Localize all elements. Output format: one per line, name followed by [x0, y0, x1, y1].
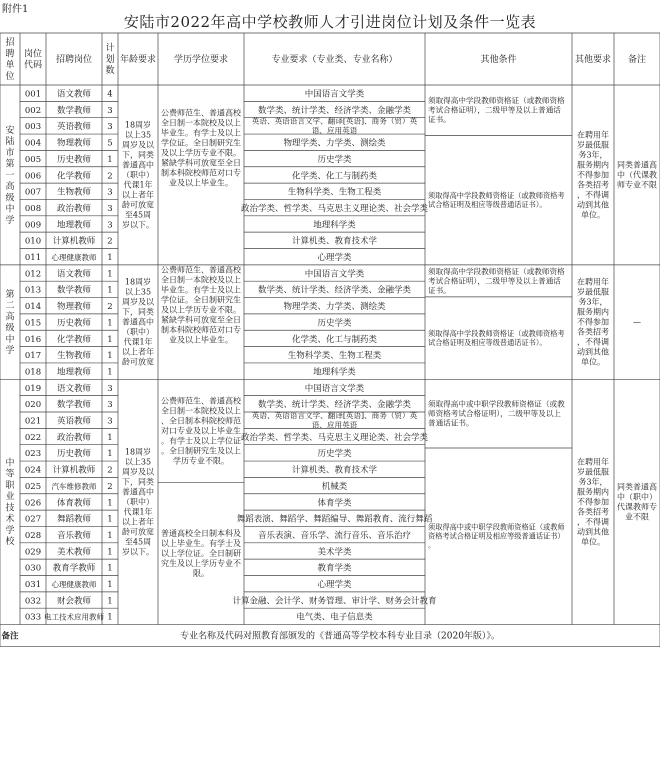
post-code: 013	[24, 285, 42, 296]
major-requirement: 历史学类	[317, 154, 352, 165]
post-code: 026	[24, 498, 42, 509]
major-requirement: 中国语言文学类	[304, 269, 365, 280]
post-count: 5	[107, 138, 113, 149]
major-requirement: 数学类、统计学类、经济学类、金融学类	[257, 105, 412, 116]
post-code: 018	[24, 367, 42, 378]
unit-name: 安陆市第一高级中学	[5, 125, 15, 226]
post-count: 3	[107, 203, 113, 214]
post-count: 3	[107, 383, 113, 394]
note: 同类普通高中（代课教师专业不限	[617, 160, 657, 190]
age-requirement: 18周岁以上35 周岁及以下，同类普通高中（职中）代课1年以上者年龄可放宽至45周岁以下。	[122, 447, 154, 557]
post-count: 1	[107, 449, 113, 460]
other-requirement: 在聘用年岁最低服务3年，服务期内不得参加各类招考，不得调动到其他单位。	[577, 457, 609, 547]
post-count: 1	[107, 563, 113, 574]
post-count: 3	[107, 400, 113, 411]
note: —	[633, 317, 641, 327]
header-major: 专业要求（专业类、专业名称）	[271, 54, 398, 65]
post-name: 数学教师	[56, 400, 92, 411]
post-code: 003	[24, 122, 42, 133]
post-count: 1	[107, 269, 113, 280]
post-count: 1	[107, 547, 113, 558]
education-requirement: 公费师范生、普通高校全日制一本院校及以上、全日制本科院校师范对口专业及以上毕业生。有学士及以上学位证。全日制研究生及以上学历专业不限。	[161, 396, 241, 466]
post-code: 001	[24, 89, 42, 100]
major-requirement: 计算金融、会计学、财务管理、审计学、财务会计教育	[232, 596, 437, 607]
post-code: 030	[24, 563, 42, 574]
major-requirement: 生物科学类、生物工程类	[287, 351, 382, 362]
post-name: 电工技术应用教师	[44, 612, 104, 622]
post-name: 化学教师	[56, 334, 92, 345]
other-requirement: 在聘用年岁最低服务3年，服务期内不得参加各类招考，不得调动到其他单位。	[577, 130, 609, 220]
post-code: 017	[24, 351, 42, 362]
page-title: 安陆市2022年高中学校教师人才引进岗位计划及条件一览表	[123, 13, 537, 31]
post-count: 3	[107, 122, 113, 133]
post-count: 1	[107, 596, 113, 607]
header-req: 其他要求	[574, 54, 612, 65]
major-requirement: 中国语言文学类	[304, 89, 365, 100]
post-code: 011	[24, 253, 42, 263]
post-name: 心理健康教师	[51, 253, 97, 262]
post-name: 美术教师	[56, 547, 92, 558]
header-count: 计划数	[105, 43, 115, 77]
post-count: 1	[107, 351, 113, 362]
post-count: 2	[107, 236, 113, 247]
unit-name: 中等职业技术学校	[5, 458, 15, 548]
major-requirement: 电气类、电子信息类	[296, 612, 373, 623]
post-code: 002	[24, 105, 42, 116]
other-condition: 须取得高中学段教师资格证（或教师资格考试合格证明），二级甲等及以上普通话证书。	[428, 96, 565, 125]
major-requirement: 英语、英语语言文学、翻译[英语]、商务（贸）英语、应用英语	[251, 410, 418, 430]
other-condition: 须取得高中学段教师资格证（或教师资格考试合格证明），二级甲等及以上普通话证书。	[428, 266, 565, 295]
post-count: 1	[107, 432, 113, 443]
post-code: 006	[24, 171, 42, 182]
post-count: 2	[107, 171, 113, 182]
major-requirement: 数学类、统计学类、经济学类、金融学类	[257, 400, 412, 411]
major-requirement: 政治学类、哲学类、马克思主义理论类、社会学类	[240, 432, 429, 443]
post-name: 英语教师	[56, 416, 92, 427]
post-count: 1	[107, 498, 113, 509]
post-code: 019	[24, 383, 42, 394]
post-count: 1	[107, 285, 113, 296]
post-code: 005	[24, 154, 42, 165]
post-count: 1	[107, 367, 113, 378]
post-name: 语文教师	[56, 383, 92, 394]
post-name: 数学教师	[56, 285, 92, 296]
education-requirement: 公费师范生、普通高校全日制一本院校及以上毕业生。有学士及以上学位证。全日制研究生及以上学历专业不限。紧缺学科可放宽至全日制本科院校师范对口专业及以上毕业生。	[161, 108, 241, 188]
post-code: 015	[24, 318, 42, 329]
post-name: 汽车维修教师	[51, 481, 97, 491]
footer-text: 专业名称及代码对照教育部颁发的《普通高等学校本科专业目录（2020年版）》。	[180, 631, 500, 642]
post-code: 014	[24, 302, 42, 313]
age-requirement: 18周岁以上35 周岁及以下，同类普通高中（职中）代课1年以上者年龄可放宽	[122, 277, 154, 367]
post-count: 3	[107, 187, 113, 198]
post-count: 2	[107, 465, 113, 476]
other-requirement: 在聘用年岁最低服务3年，服务期内不得参加各类招考，不得调动到其他单位。	[577, 277, 609, 367]
post-name: 体育教师	[56, 498, 92, 509]
post-name: 语文教师	[56, 269, 92, 280]
header-age: 年龄要求	[119, 54, 157, 65]
post-name: 计算机教师	[52, 465, 96, 476]
major-requirement: 教育学类	[317, 563, 352, 574]
post-name: 教育学教师	[52, 563, 96, 574]
post-name: 生物教师	[56, 187, 92, 198]
post-name: 生物教师	[56, 351, 92, 362]
post-count: 3	[107, 416, 113, 427]
post-count: 1	[107, 253, 113, 263]
post-count: 4	[107, 89, 113, 100]
post-name: 历史教师	[56, 154, 92, 165]
post-code: 012	[24, 269, 42, 280]
note: 同类普通高中（职中）代课教师专业不限	[617, 482, 657, 522]
major-requirement: 历史学类	[317, 318, 352, 329]
post-name: 政治教师	[56, 203, 92, 214]
major-requirement: 政治学类、哲学类、马克思主义理论类、社会学类	[240, 203, 429, 214]
post-name: 财会教师	[56, 596, 92, 607]
other-condition: 须取得高中或中职学段教师资格证（或教师资格考试合格证明及相应等级普通话证书）。	[428, 522, 565, 550]
post-count: 1	[107, 530, 113, 541]
post-name: 计算机教师	[52, 236, 96, 247]
major-requirement: 中国语言文学类	[304, 383, 365, 394]
major-requirement: 美术学类	[317, 547, 352, 558]
major-requirement: 生物科学类、生物工程类	[287, 187, 382, 198]
post-code: 010	[24, 236, 42, 247]
header-edu: 学历学位要求	[173, 54, 229, 65]
major-requirement: 化学类、化工与制药类	[291, 171, 378, 182]
post-code: 009	[24, 220, 42, 231]
post-name: 语文教师	[56, 89, 92, 100]
post-code: 016	[24, 334, 42, 345]
education-requirement: 普通高校全日制本科及以上毕业生。有学士及以上学位证。全日制研究生及以上学历专业不限。	[161, 529, 241, 579]
major-requirement: 体育学类	[317, 498, 352, 509]
post-name: 音乐教师	[56, 530, 92, 541]
major-requirement: 机械类	[321, 481, 348, 492]
footer-label: 备注	[1, 631, 19, 642]
other-condition: 须取得高中学段教师资格证（或教师资格考试合格证明及相应等级普通话证书）。	[428, 190, 565, 209]
post-code: 021	[24, 416, 42, 427]
post-count: 3	[107, 220, 113, 231]
post-count: 1	[107, 612, 113, 623]
post-code: 028	[24, 530, 42, 541]
post-code: 031	[24, 580, 42, 590]
major-requirement: 物理学类、力学类、测绘类	[283, 302, 386, 313]
other-condition: 须取得高中或中职学段教师资格证（或教师资格考试合格证明），二级甲等及以上普通话证书。	[428, 399, 565, 428]
major-requirement: 历史学类	[317, 449, 352, 460]
major-requirement: 地理科学类	[313, 220, 356, 231]
post-count: 1	[107, 154, 113, 165]
education-requirement: 公费师范生、普通高校全日制一本院校及以上毕业生。有学士及以上学位证。全日制研究生及以上学历专业不限。紧缺学科可放宽至全日制本科院校师范对口专业及以上毕业生。	[161, 265, 241, 345]
major-requirement: 心理学类	[317, 580, 352, 590]
post-code: 025	[24, 481, 42, 492]
header-other: 其他条件	[480, 54, 517, 65]
post-count: 2	[107, 481, 113, 492]
other-condition: 须取得高中学段教师资格证（或教师资格考试合格证明及相应等级普通话证书）。	[428, 328, 565, 347]
major-requirement: 化学类、化工与制药类	[291, 334, 378, 345]
post-code: 008	[24, 203, 42, 214]
major-requirement: 舞蹈表演、舞蹈学、舞蹈编导、舞蹈教育、流行舞蹈	[236, 514, 433, 525]
header-post: 招聘岗位	[55, 54, 93, 65]
post-name: 物理教师	[56, 302, 92, 313]
age-requirement: 18周岁以上35 周岁及以下，同类普通高中（职中）代课1年以上者年龄可放宽至45周岁以下。	[122, 120, 154, 230]
post-code: 029	[24, 547, 42, 558]
post-code: 022	[24, 432, 42, 443]
post-name: 政治教师	[56, 432, 92, 443]
major-requirement: 计算机类、教育技术学	[291, 236, 378, 247]
major-requirement: 计算机类、教育技术学	[291, 465, 378, 476]
major-requirement: 物理学类、力学类、测绘类	[283, 138, 386, 149]
post-count: 1	[107, 334, 113, 345]
post-name: 化学教师	[56, 171, 92, 182]
major-requirement: 数学类、统计学类、经济学类、金融学类	[257, 285, 412, 296]
header-note: 备注	[627, 54, 647, 65]
post-name: 物理教师	[56, 138, 92, 149]
major-requirement: 心理学类	[317, 253, 352, 263]
post-name: 数学教师	[56, 105, 92, 116]
post-code: 033	[24, 612, 42, 623]
post-code: 023	[24, 449, 42, 460]
post-code: 027	[24, 514, 42, 525]
post-name: 历史教师	[56, 318, 92, 329]
major-requirement: 英语、英语语言文学、翻译[英语]、商务（贸）英语、应用英语	[251, 116, 418, 136]
post-name: 英语教师	[56, 122, 92, 133]
annex-label: 附件1	[2, 4, 29, 15]
unit-name: 第二高级中学	[5, 289, 15, 357]
post-count: 3	[107, 105, 113, 116]
major-requirement: 地理科学类	[313, 367, 356, 378]
post-name: 地理教师	[56, 367, 92, 378]
post-code: 024	[24, 465, 42, 476]
post-count: 1	[107, 580, 113, 590]
post-name: 地理教师	[56, 220, 92, 231]
post-name: 历史教师	[56, 449, 92, 460]
header-code: 岗位代码	[23, 49, 43, 71]
post-name: 舞蹈教师	[56, 514, 92, 525]
post-count: 1	[107, 514, 113, 525]
major-requirement: 音乐表演、音乐学、流行音乐、音乐治疗	[257, 530, 412, 541]
header-unit: 招聘单位	[5, 38, 15, 82]
post-count: 1	[107, 318, 113, 329]
post-code: 007	[24, 187, 42, 198]
post-count: 2	[107, 302, 113, 313]
post-code: 004	[24, 138, 42, 149]
post-name: 心理健康教师	[51, 580, 97, 589]
post-code: 020	[24, 400, 42, 411]
post-code: 032	[24, 596, 42, 607]
